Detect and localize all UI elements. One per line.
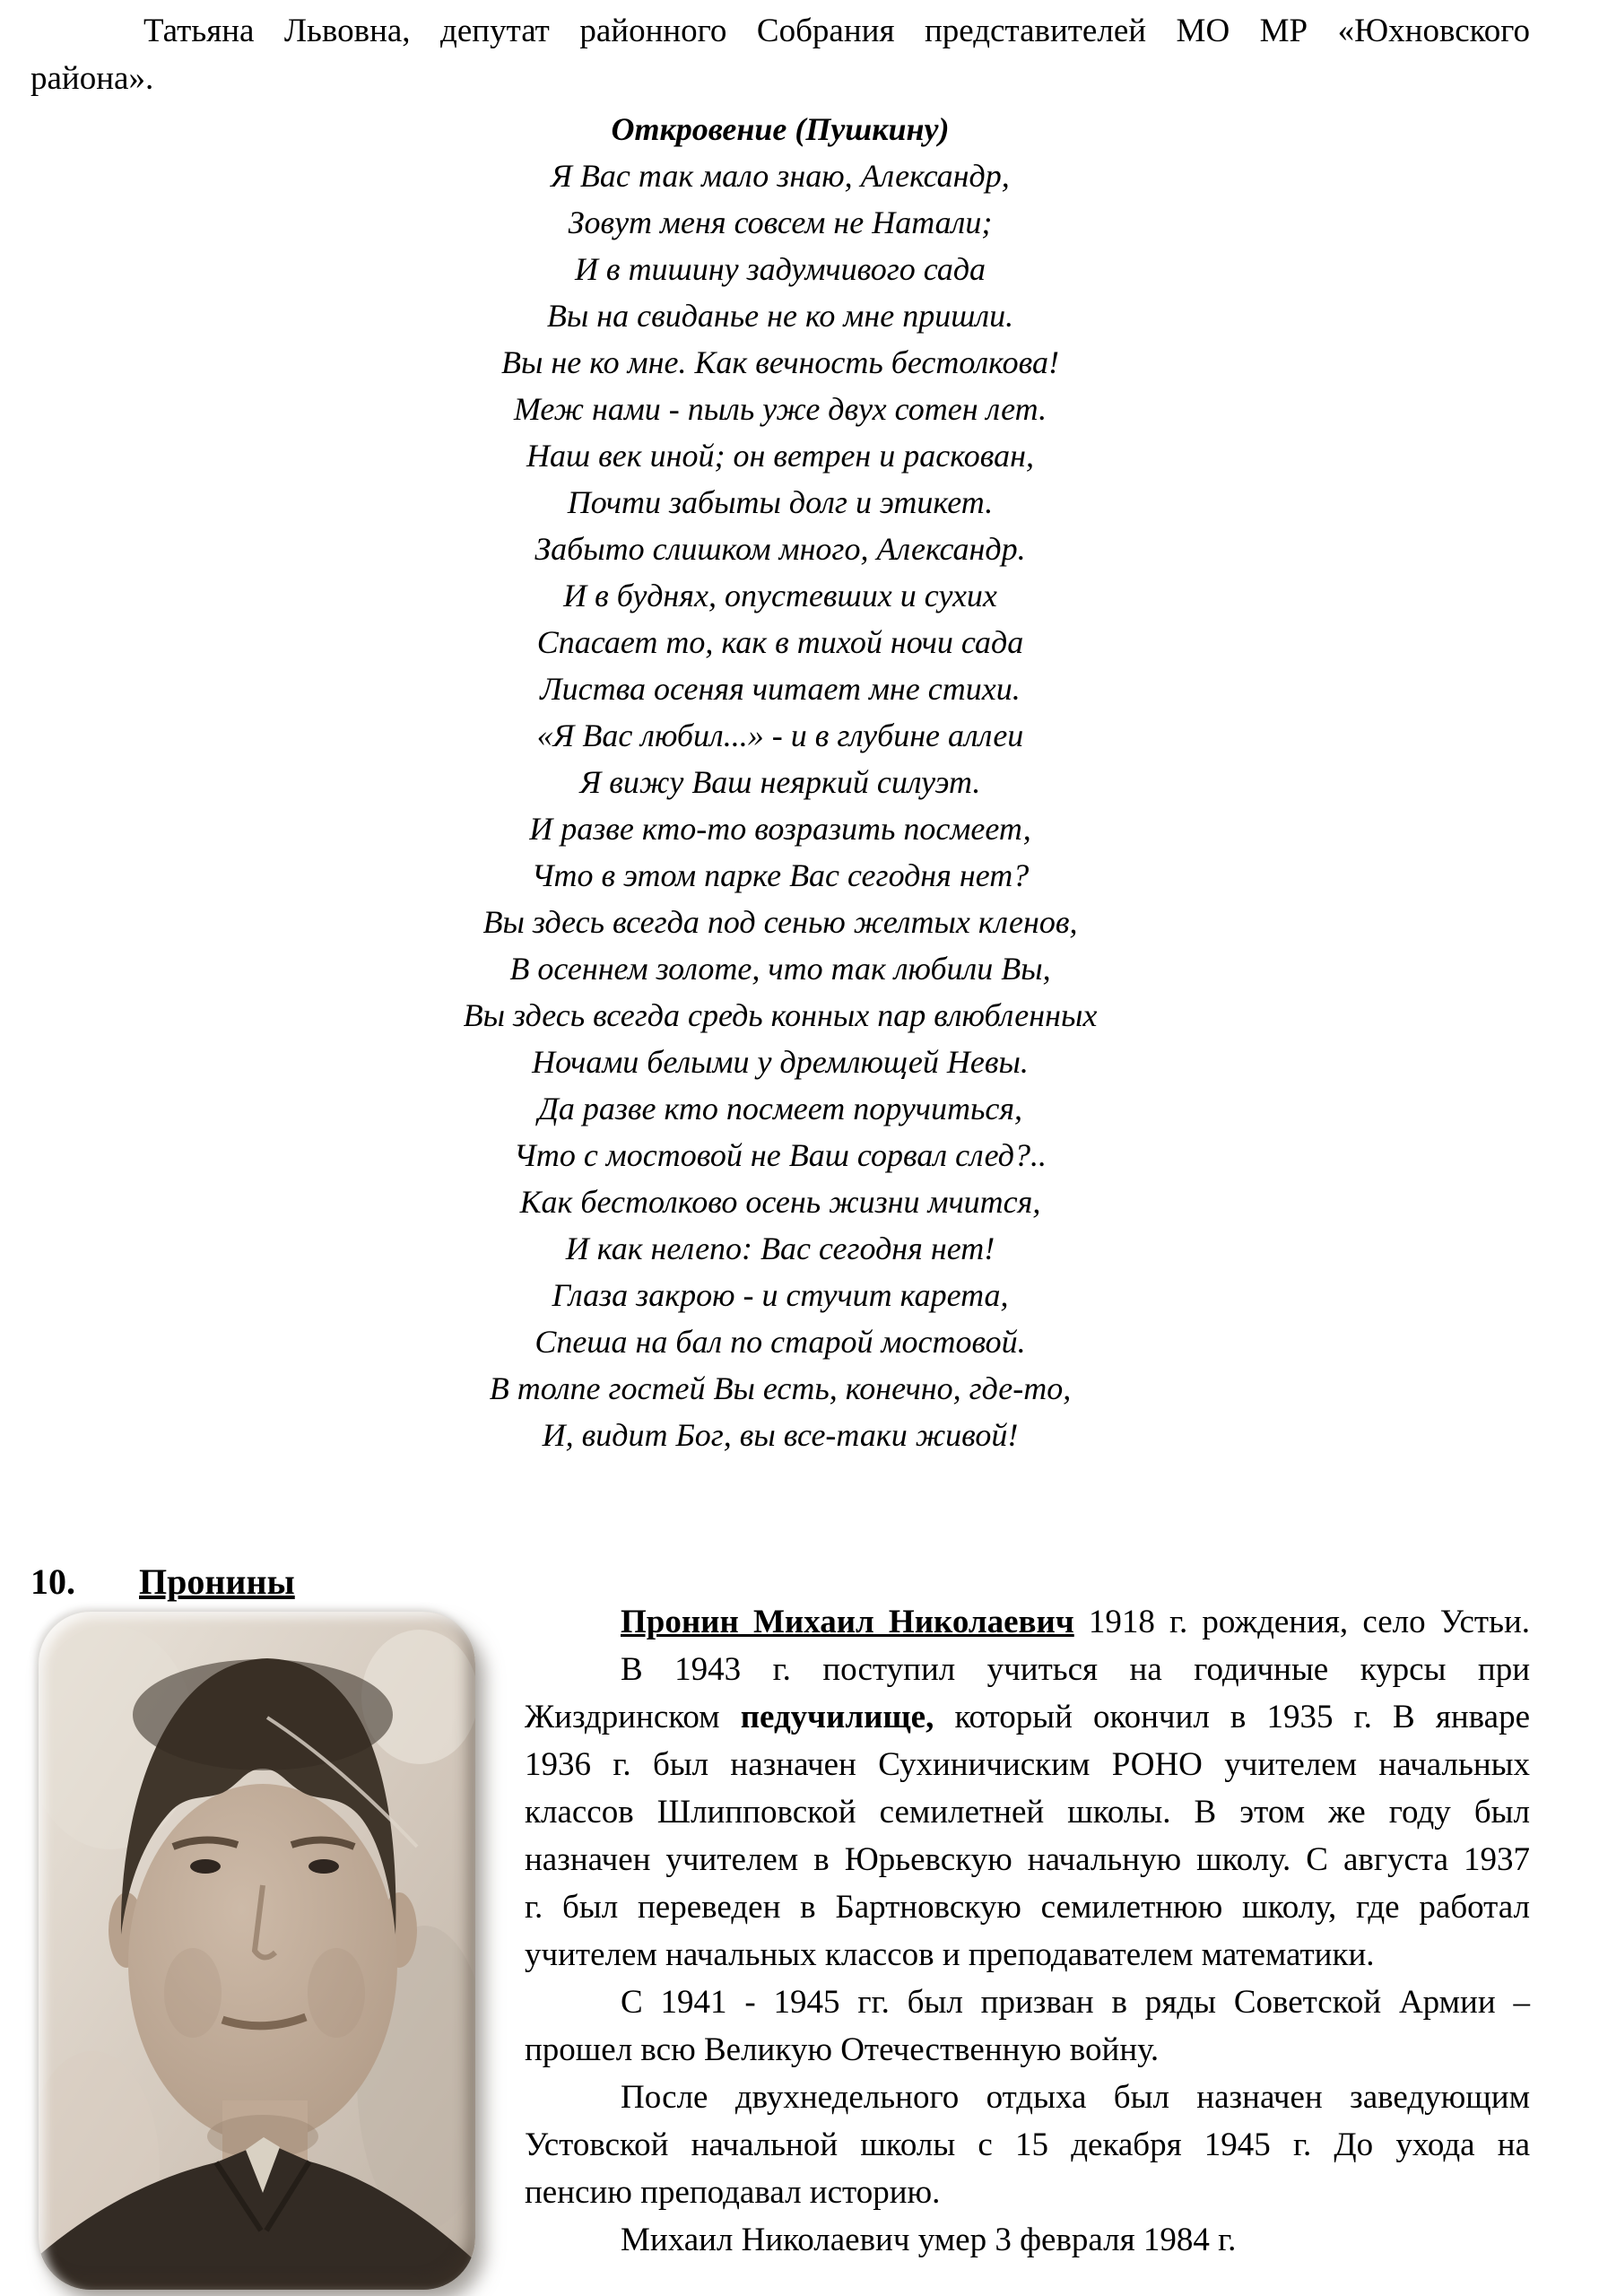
intro-line: района». [30,60,154,97]
bio-line-text: Жиздринском [525,1699,741,1735]
poem-line: Я вижу Ваш неяркий силуэт. [579,764,981,800]
poem-line: Ночами белыми у дремлющей Невы. [532,1044,1029,1080]
poem-line: И разве кто-то возразить посмеет, [529,811,1031,847]
poem-line: Что в этом парке Вас сегодня нет? [531,857,1030,893]
poem-title: Откровение (Пушкину) [611,111,950,147]
poem-line: Вы здесь всегда средь конных пар влюбленных [463,997,1098,1033]
bio-line-text: который окончил в 1935 г. В январе [934,1699,1530,1735]
poem-line: Да разве кто посмеет поручиться, [537,1091,1023,1126]
section-number: 10. [30,1561,75,1602]
bio-line: Устовской начальной школы с 15 декабря 1945 г. До ухода на [525,2126,1530,2163]
portrait-photo [39,1612,475,2290]
bio-line-text: 1918 г. рождения, село Устьи. [1073,1604,1531,1640]
poem-line: Что с мостовой не Ваш сорвал след?.. [514,1137,1047,1173]
poem-line: Вы не ко мне. Как вечность бестолкова! [501,344,1059,380]
intro-line: Татьяна Львовна, депутат районного Собрания представителей МО МР «Юхновского [143,13,1530,49]
hair-shade [133,1659,393,1770]
bio-line [525,1598,1530,1646]
intro-paragraph [30,7,1530,102]
section-title: Пронины [139,1561,295,1602]
poem-line: Как бестолково осень жизни мчится, [519,1184,1041,1220]
poem-line: Спасает то, как в тихой ночи сада [536,624,1024,660]
poem-line: И как нелепо: Вас сегодня нет! [565,1231,995,1266]
poem-line: Наш век иной; он ветрен и раскован, [526,438,1034,474]
bio-text [525,1598,1530,2264]
poem-line: И, видит Бог, вы все-таки живой! [542,1417,1019,1453]
bio-line: С 1941 - 1945 гг. был призван в ряды Советской Армии – [621,1984,1530,2021]
poem-line: Спеша на бал по старой мостовой. [534,1324,1026,1360]
poem-line: Меж нами - пыль уже двух сотен лет. [513,391,1047,427]
poem-line: Вы здесь всегда под сенью желтых кленов, [482,904,1078,940]
poem-line: В толпе гостей Вы есть, конечно, где-то, [489,1370,1072,1406]
bio-line: 1936 г. был назначен Сухиничиским РОНО учителем начальных [525,1746,1530,1783]
bio-line: учителем начальных классов и преподавателем математики. [525,1936,1375,1973]
poem-line: В осеннем золоте, что так любили Вы, [509,951,1051,987]
poem-line: Я Вас так мало знаю, Александр, [551,158,1010,194]
poem-line: Зовут меня совсем не Натали; [568,204,993,240]
bio-line: После двухнедельного отдыха был назначен заведующим [621,2079,1530,2116]
bio-line-text-bold: педучилище, [740,1699,934,1735]
poem-line: И в тишину задумчивого сада [574,251,986,287]
bio-line: В 1943 г. поступил учиться на годичные курсы при [621,1651,1530,1688]
bio-line: г. был переведен в Бартновскую семилетнюю школу, где работал [525,1889,1530,1926]
bio-line: классов Шлипповской семилетней школы. В этом же году был [525,1794,1530,1831]
poem-line: И в буднях, опустевших и сухих [563,578,997,613]
poem [30,106,1530,1458]
person-name: Пронин Михаил Николаевич [621,1604,1074,1640]
poem-line: Почти забыты долг и этикет. [567,484,994,520]
poem-line: «Я Вас любил...» - и в глубине аллеи [536,718,1024,753]
cheek-shade [308,1948,365,2038]
poem-line: Забыто слишком много, Александр. [534,531,1026,567]
eye-shape [190,1859,221,1874]
poem-line: Глаза закрою - и стучит карета, [552,1277,1009,1313]
bio-line: Михаил Николаевич умер 3 февраля 1984 г. [621,2222,1237,2258]
section-heading [30,1559,295,1605]
bio-line: пенсию преподавал историю. [525,2174,941,2211]
portrait-photo-illustration [39,1612,475,2290]
eye-shape [309,1859,339,1874]
bio-line: прошел всю Великую Отечественную войну. [525,2031,1160,2068]
bio-line: назначен учителем в Юрьевскую начальную школу. С августа 1937 [525,1841,1530,1878]
poem-line: Вы на свиданье не ко мне пришли. [546,298,1014,334]
poem-line: Листва осеняя читает мне стихи. [540,671,1021,707]
cheek-shade [164,1948,222,2038]
bio-line [525,1693,1530,1741]
